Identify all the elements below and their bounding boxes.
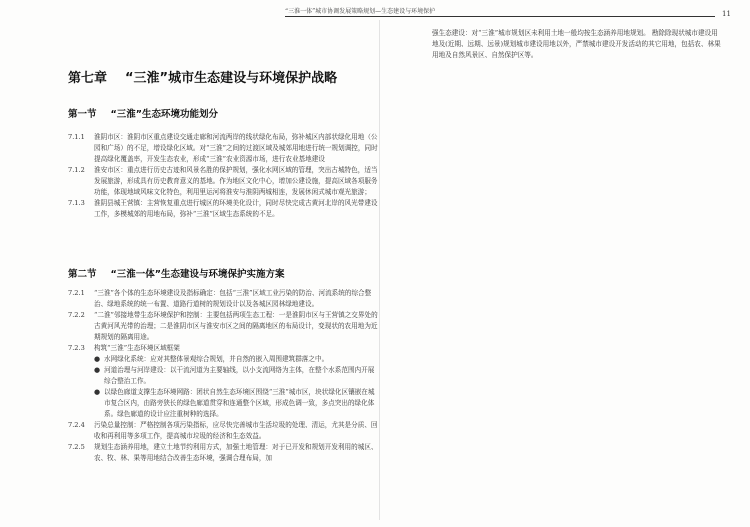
- bullet-text: 水网绿化系统：应对其整体景观综合规划，并自然的嵌入周围建筑群落之中。: [104, 355, 329, 363]
- clause-item: [68, 288, 378, 310]
- clause-number: 7.1.3: [68, 199, 85, 207]
- section2-clauses: [68, 288, 378, 464]
- bullet-text: 河道治理与河岸建设：以干流河道为主要轴线，以小支流网络为主体，在整个水系范围内开展综合整治工作。: [104, 366, 375, 385]
- section-title: [68, 266, 388, 280]
- clause-number: 7.1.1: [68, 133, 85, 141]
- section-title-text: “三淮一体”生态建设与环境保护实施方案: [110, 269, 285, 280]
- clause-item: [68, 343, 378, 354]
- header-rule: [285, 16, 715, 17]
- page-number: 11: [722, 10, 731, 18]
- section-title: [68, 106, 388, 120]
- chapter-title-text: “三淮”城市生态建设与环境保护战略: [125, 71, 338, 86]
- bullet-text: 以绿色廊道支撑生态环境网路：团状自然生态环境区围绕“三淮”城市区，块状绿化区镶嵌在城市复合区内，由路旁狭长的绿色廊道贯穿和连通整个区域，形成色调一致，多点突出的绿化体系。绿色廊道的设计应注重树种的选择。: [104, 388, 375, 418]
- clause-item: [68, 132, 378, 165]
- clause-item: [68, 420, 378, 442]
- chapter-number: 第七章: [68, 71, 108, 86]
- clause-number: 7.2.2: [68, 311, 85, 319]
- chapter-title: [68, 67, 398, 86]
- bullet-dot-icon: ●: [94, 366, 101, 374]
- clause-number: 7.2.3: [68, 344, 85, 352]
- clause-item: [68, 310, 378, 343]
- clause-item: [68, 442, 378, 464]
- section-number: 第一节: [68, 109, 97, 120]
- bullet-item: [68, 354, 378, 365]
- clause-text: 污染总量控制：严格控制各项污染指标，应尽快完善城市生活垃圾的处理、清运，尤其是分质、回收和再利用等多项工作，提高城市垃圾的经济和生态效益。: [94, 421, 378, 440]
- clause-number: 7.2.5: [68, 443, 85, 451]
- clause-number: 7.2.1: [68, 289, 85, 297]
- clause-text: 淮阴市区：淮阴市区重点建设交通走廊和河流两岸的线状绿化布局，弥补城区内部状绿化用地（公园和广场）的不足，增设绿化区域。对“三淮”之间的过渡区域及城郊用地进行统一规划调控，同时提高绿化覆盖率，开发生态农业，形成“三淮”农业资源市场，进行农业基地建设: [94, 133, 378, 163]
- bullet-item: [68, 387, 378, 420]
- bullet-item: [68, 365, 378, 387]
- clause-text: 淮安市区：重点进行历史古迹和风景名胜的保护规划，强化水网区域的管理，突出古城特色，适当发展旅游，形成具有历史教育意义的基地。作为地区文化中心，增加公建设施，提高区域各项服务功能，体现地域风味文化特色，利用里运河将淮安与淮阴两城相连，发展休闲式城市观光旅游；: [94, 166, 378, 196]
- clause-text: “三淮”各个体的生态环境建设及指标确定：包括“三淮”区域工业污染的防治、河流系统的综合整治、绿地系统的统一布置、道路行道树的规划设计以及各城区园林绿地建设。: [94, 289, 372, 308]
- clause-item: [68, 198, 378, 220]
- section-number: 第二节: [68, 269, 97, 280]
- clause-number: 7.1.2: [68, 166, 85, 174]
- clause-text: 规划生态涵养用地，建立土地节约利用方式，加强土地管理：对于已开发和规划开发利用的城区、农、牧、林、果等用地结合改善生态环境，强调合理布局，加: [94, 443, 378, 462]
- clause-text: 构筑“三淮”生态环境区域框架: [94, 344, 180, 352]
- clause-item: [68, 165, 378, 198]
- clause-text: “二淮”邻接地带生态环境保护和控制：主要包括两项生态工程：一是淮阴市区与王营镇之交界处的古黄河风光带的治理；二是淮阴市区与淮安市区之间的隔离地区的布局设计，变现状的农用地为近期规划的隔离用途。: [94, 311, 378, 341]
- right-column-paragraph: 强生态建设：对“三淮”城市规划区未利用土地一般均按生态涵养用地规划。 勘除除现状城市建设用地及(近期、远期、远景)规划城市建设用地以外，严禁城市建设开发活动的其它用地，包括农、林果用地及自然风景区、自然保护区等。: [432, 29, 721, 59]
- section-title-text: “三淮”生态环境功能划分: [110, 109, 219, 120]
- bullet-dot-icon: ●: [94, 388, 101, 396]
- section1-clauses: [68, 132, 378, 220]
- bullet-dot-icon: ●: [94, 355, 101, 363]
- running-header: “三淮一体”城市协调发展策略规划—生态建设与环境保护: [285, 8, 436, 15]
- clause-number: 7.2.4: [68, 421, 85, 429]
- clause-text: 淮阴县城王营镇：主营恢复重点进行城区的环境美化设计，同时尽快完成古黄河北岸的风光带建设工作，多模城郊的用地布局，弥补“三淮”区域生态系统的不足。: [94, 199, 378, 218]
